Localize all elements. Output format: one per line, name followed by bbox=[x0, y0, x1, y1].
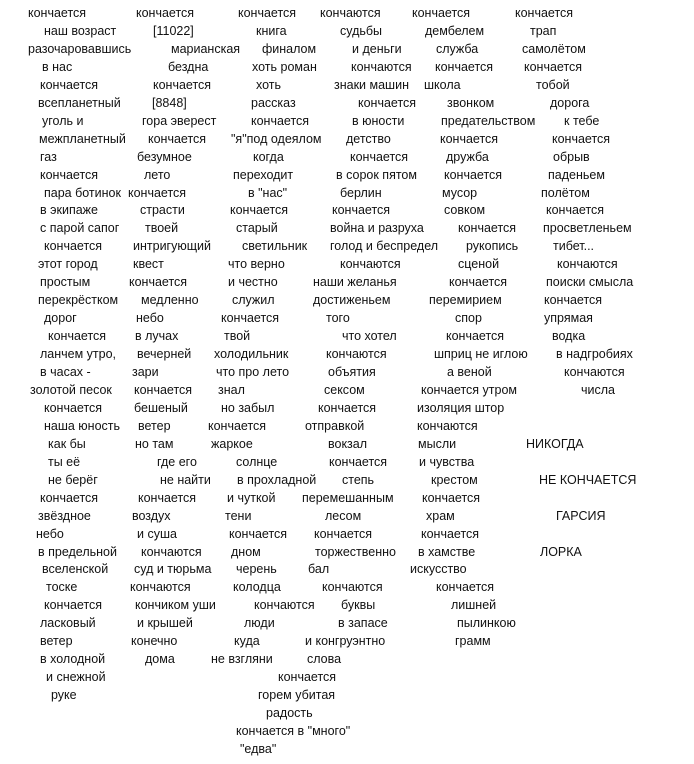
poem-word: кончается bbox=[238, 6, 297, 20]
poem-word: к тебе bbox=[564, 113, 600, 128]
poem-line bbox=[0, 686, 694, 704]
poem-word: знал bbox=[218, 382, 245, 397]
poem-word: кончается bbox=[350, 149, 409, 164]
poem-word: золотой песок bbox=[30, 382, 112, 397]
poem-line bbox=[0, 471, 694, 489]
poem-word: не берёг bbox=[48, 472, 98, 487]
poem-word: в нас bbox=[42, 59, 73, 74]
poem-word: в предельной bbox=[38, 544, 117, 559]
poem-word: дембелем bbox=[425, 23, 485, 38]
poem-word: кончаются bbox=[340, 257, 401, 272]
poem-word: школа bbox=[424, 77, 461, 92]
poem-word: НЕ КОНЧАЕТСЯ bbox=[539, 472, 637, 487]
poem-line bbox=[0, 112, 694, 130]
poem-word: медленно bbox=[141, 293, 199, 308]
poem-line bbox=[0, 596, 694, 614]
poem-word: служил bbox=[232, 293, 275, 308]
poem-word: совком bbox=[444, 203, 486, 218]
poem-word: кончается bbox=[515, 6, 574, 20]
poem-word: кончается bbox=[40, 490, 99, 505]
poem-word: колодца bbox=[233, 580, 281, 595]
poem-word: числа bbox=[581, 382, 615, 397]
poem-word: куда bbox=[234, 634, 260, 649]
poem-word: но забыл bbox=[221, 400, 275, 415]
poem-word: судьбы bbox=[340, 23, 383, 38]
poem-word: сценой bbox=[458, 257, 500, 272]
poem-line bbox=[0, 740, 694, 758]
poem-word: упрямая bbox=[544, 311, 593, 326]
poem-word: уголь и bbox=[42, 113, 84, 128]
poem-word: крестом bbox=[431, 472, 478, 487]
poem-word: кончается в "много" bbox=[236, 724, 351, 738]
poem-word: и честно bbox=[228, 275, 278, 290]
poem-word: мусор bbox=[442, 185, 478, 200]
poem-line bbox=[0, 237, 694, 255]
poem-word: кончается bbox=[358, 95, 417, 110]
poem-word: холодильник bbox=[214, 347, 289, 362]
poem-word: кончается bbox=[44, 400, 103, 415]
poem-word: знаки машин bbox=[334, 77, 409, 92]
poem-word: дорога bbox=[550, 95, 590, 110]
poem-word: "едва" bbox=[240, 741, 277, 756]
poem-word: кончается bbox=[421, 526, 480, 541]
poem-word: война и разруха bbox=[330, 221, 424, 236]
poem-word: всепланетный bbox=[38, 95, 121, 110]
poem-word: в надгробиях bbox=[556, 347, 633, 362]
poem-line bbox=[0, 184, 694, 202]
poem-line bbox=[0, 632, 694, 650]
poem-word: грамм bbox=[455, 634, 491, 649]
poem-word: в сорок пятом bbox=[336, 167, 417, 182]
poem-line bbox=[0, 543, 694, 561]
poem-word: кончаются bbox=[417, 418, 478, 433]
poem-word: кончается bbox=[28, 6, 87, 20]
poem-word: кончается bbox=[148, 131, 207, 146]
poem-word: ГАРСИЯ bbox=[556, 508, 606, 523]
poem-line bbox=[0, 560, 694, 578]
poem-word: кончаются bbox=[322, 580, 383, 595]
poem-word: шприц не иглою bbox=[434, 347, 528, 362]
poem-word: этот город bbox=[38, 257, 98, 272]
poem-word: в лучах bbox=[135, 329, 179, 344]
poem-word: кончается bbox=[436, 580, 495, 595]
poem-word: [11022] bbox=[153, 23, 194, 38]
poem-word: [8848] bbox=[152, 95, 187, 110]
poem-word: звонком bbox=[447, 95, 495, 110]
poem-line bbox=[0, 614, 694, 632]
poem-line bbox=[0, 309, 694, 327]
poem-word: но там bbox=[135, 436, 174, 451]
poem-word: дома bbox=[145, 652, 175, 667]
poem-word: лишней bbox=[451, 598, 497, 613]
poem-word: книга bbox=[256, 23, 287, 38]
poem-word: старый bbox=[236, 221, 278, 236]
poem-word: полётом bbox=[541, 185, 590, 200]
poem-word: перемешанным bbox=[302, 490, 394, 505]
poem-word: суд и тюрьма bbox=[134, 562, 212, 577]
poem-word: обрыв bbox=[553, 149, 590, 164]
poem-word: руке bbox=[51, 688, 77, 703]
poem-word: твой bbox=[224, 329, 251, 344]
poem-word: простым bbox=[40, 275, 91, 290]
poem-word: кончается bbox=[40, 77, 99, 92]
poem-word: поиски смысла bbox=[546, 275, 634, 290]
poem-line bbox=[0, 291, 694, 309]
poem-word: кончается bbox=[412, 6, 471, 20]
poem-word: кончается bbox=[221, 311, 280, 326]
poem-word: тоске bbox=[46, 580, 78, 595]
poem-word: в часах - bbox=[40, 365, 91, 379]
poem-word: как бы bbox=[48, 436, 86, 451]
poem-word: кончаются bbox=[557, 257, 618, 272]
poem-word: в прохладной bbox=[237, 472, 317, 487]
poem-word: бездна bbox=[168, 59, 209, 74]
poem-word: хоть роман bbox=[252, 59, 317, 74]
poem-line bbox=[0, 345, 694, 363]
poem-line bbox=[0, 166, 694, 184]
poem-word: люди bbox=[244, 616, 275, 631]
poem-word: служба bbox=[436, 41, 479, 56]
poem-word: разочаровавшись bbox=[28, 41, 132, 56]
poem-word: горем убитая bbox=[258, 688, 336, 703]
poem-word: безумное bbox=[137, 149, 192, 164]
poem-word: кончаются bbox=[351, 59, 412, 74]
poem-word: небо bbox=[136, 311, 164, 326]
poem-word: квест bbox=[133, 257, 164, 272]
poem-word: кончается bbox=[44, 598, 103, 613]
poem-word: кончается bbox=[552, 131, 611, 146]
poem-word: детство bbox=[346, 131, 391, 146]
poem-word: финалом bbox=[262, 41, 317, 56]
poem-word: воздух bbox=[132, 508, 171, 523]
poem-word: звёздное bbox=[38, 508, 91, 523]
poem-word: наша юность bbox=[44, 418, 121, 433]
poem-word: ЛОРКА bbox=[540, 544, 582, 559]
poem-word: кончается bbox=[332, 203, 391, 218]
poem-word: наши желанья bbox=[313, 275, 397, 290]
poem-word: торжественно bbox=[315, 544, 396, 559]
poem-word: не найти bbox=[160, 472, 211, 487]
poem-word: слова bbox=[307, 652, 342, 667]
poem-word: и крышей bbox=[137, 616, 193, 631]
poem-word: отправкой bbox=[305, 418, 365, 433]
poem-word: вечерней bbox=[137, 347, 192, 362]
poem-word: берлин bbox=[340, 185, 382, 200]
poem-word: объятия bbox=[328, 365, 376, 379]
poem-word: лето bbox=[144, 167, 171, 182]
poem-word: дорог bbox=[44, 311, 77, 326]
poem-word: кончается bbox=[128, 185, 187, 200]
poem-word: трап bbox=[530, 23, 557, 38]
poem-line bbox=[0, 525, 694, 543]
poem-word: и конгруэнтно bbox=[305, 634, 386, 649]
poem-line bbox=[0, 76, 694, 94]
poem-word: переходит bbox=[233, 167, 294, 182]
poem-word: спор bbox=[455, 311, 482, 326]
poem-word: конечно bbox=[131, 634, 178, 649]
poem-word: вселенской bbox=[42, 562, 109, 577]
poem-word: марианская bbox=[171, 41, 241, 56]
poem-word: хоть bbox=[256, 77, 282, 92]
poem-word: дном bbox=[231, 544, 261, 559]
poem-word: "я"под одеялом bbox=[231, 131, 322, 146]
poem-word: голод и беспредел bbox=[330, 239, 439, 254]
poem-word: и суша bbox=[137, 526, 177, 541]
poem-line bbox=[0, 148, 694, 166]
poem-word: тибет... bbox=[553, 239, 595, 254]
poem-word: межпланетный bbox=[39, 131, 126, 146]
poem-line bbox=[0, 327, 694, 345]
poem-word: бал bbox=[308, 562, 330, 577]
poem-word: самолётом bbox=[522, 41, 586, 56]
poem-word: перекрёстком bbox=[38, 293, 119, 308]
poem-word: пара ботинок bbox=[44, 185, 121, 200]
poem-line bbox=[0, 399, 694, 417]
poem-line bbox=[0, 130, 694, 148]
poem-line bbox=[0, 417, 694, 435]
poem-word: кончаются bbox=[141, 544, 202, 559]
poem-word: кончается bbox=[444, 167, 503, 182]
poem-word: в экипаже bbox=[40, 203, 98, 218]
poem-word: ветер bbox=[138, 418, 171, 433]
poem-line bbox=[0, 273, 694, 291]
poem-word: кончается bbox=[318, 400, 377, 415]
poem-line bbox=[0, 650, 694, 668]
poem-word: кончается bbox=[544, 293, 603, 308]
poem-line bbox=[0, 219, 694, 237]
poem-word: кончается bbox=[314, 526, 373, 541]
poem-line bbox=[0, 578, 694, 596]
poem-word: кончаются bbox=[320, 6, 381, 20]
poem-word: кончается bbox=[546, 203, 605, 218]
poem-word: наш возраст bbox=[44, 23, 117, 38]
poem-word: кончаются bbox=[564, 365, 625, 379]
poem-line bbox=[0, 94, 694, 112]
poem-word: пылинкою bbox=[457, 616, 516, 631]
poem-word: в запасе bbox=[338, 616, 388, 631]
poem-word: ласковый bbox=[40, 616, 96, 631]
poem-word: кончается bbox=[422, 490, 481, 505]
poem-word: где его bbox=[157, 454, 197, 469]
poem-line bbox=[0, 489, 694, 507]
poem-word: кончается bbox=[136, 6, 195, 20]
poem-word: светильник bbox=[242, 239, 308, 254]
poem-word: кончаются bbox=[130, 580, 191, 595]
poem-word: предательством bbox=[441, 113, 536, 128]
poem-word: просветленьем bbox=[543, 221, 632, 236]
poem-word: изоляция штор bbox=[417, 400, 505, 415]
poem-line bbox=[0, 255, 694, 273]
poem-word: кончается bbox=[458, 221, 517, 236]
poem-line bbox=[0, 704, 694, 722]
poem-word: радость bbox=[266, 706, 313, 721]
poem-word: кончается bbox=[329, 454, 388, 469]
poem-word: буквы bbox=[341, 598, 376, 613]
poem-word: кончается утром bbox=[421, 382, 518, 397]
poem-word: НИКОГДА bbox=[526, 436, 584, 451]
poem-word: кончается bbox=[449, 275, 508, 290]
poem-word: кончается bbox=[44, 239, 103, 254]
poem-word: в юности bbox=[352, 113, 405, 128]
poem-word: что про лето bbox=[216, 365, 290, 379]
poem-word: храм bbox=[426, 508, 455, 523]
poem-word: сексом bbox=[324, 382, 365, 397]
poem-word: жаркое bbox=[211, 436, 253, 451]
poem-word: зари bbox=[132, 365, 159, 379]
poem-word: твоей bbox=[145, 221, 179, 236]
poem-word: перемирием bbox=[429, 293, 502, 308]
poem-word: кончается bbox=[440, 131, 499, 146]
poem-word: кончается bbox=[435, 59, 494, 74]
poem-word: кончается bbox=[129, 275, 188, 290]
poem-word: в холодной bbox=[40, 652, 106, 667]
poem-word: газ bbox=[40, 149, 57, 164]
poem-word: и чувства bbox=[419, 454, 475, 469]
poem-word: водка bbox=[552, 329, 586, 344]
poem-word: кончается bbox=[134, 382, 193, 397]
poem-word: кончается bbox=[524, 59, 583, 74]
poem-line bbox=[0, 453, 694, 471]
poem-word: не взгляни bbox=[211, 652, 273, 667]
poem-word: паденьем bbox=[548, 167, 605, 182]
poem-word: в "нас" bbox=[248, 185, 288, 200]
poem-word: страсти bbox=[140, 203, 185, 218]
poem-word: и деньги bbox=[352, 41, 402, 56]
poem-word: ветер bbox=[40, 634, 73, 649]
poem-word: что верно bbox=[228, 257, 285, 272]
poem-word: мысли bbox=[418, 436, 457, 451]
poem-word: когда bbox=[253, 149, 284, 164]
poem-word: что хотел bbox=[342, 329, 397, 344]
poem-word: рукопись bbox=[466, 239, 519, 254]
poem-word: кончаются bbox=[254, 598, 315, 613]
poem-word: искусство bbox=[410, 562, 467, 577]
poem-word: степь bbox=[342, 472, 375, 487]
poem-line bbox=[0, 722, 694, 740]
poem-word: кончается bbox=[153, 77, 212, 92]
poem-word: кончается bbox=[229, 526, 288, 541]
poem-word: и снежной bbox=[46, 670, 106, 685]
poem-word: рассказ bbox=[251, 95, 296, 110]
poem-word: кончается bbox=[230, 203, 289, 218]
poem-word: кончается bbox=[48, 329, 107, 344]
poem-word: кончается bbox=[446, 329, 505, 344]
poem-word: достиженьем bbox=[313, 293, 391, 308]
poem-word: небо bbox=[36, 526, 64, 541]
poem-word: ты её bbox=[48, 454, 81, 469]
poem-word: гора эверест bbox=[142, 113, 217, 128]
poem-line bbox=[0, 435, 694, 453]
poem-line bbox=[0, 201, 694, 219]
poem-word: кончаются bbox=[326, 347, 387, 362]
poem-word: лесом bbox=[325, 508, 362, 523]
poem-line bbox=[0, 4, 694, 22]
poem-word: ланчем утро, bbox=[40, 347, 117, 362]
poem-line bbox=[0, 58, 694, 76]
poem-word: а веной bbox=[447, 365, 492, 379]
poem-word: солнце bbox=[236, 454, 278, 469]
poem-word: в хамстве bbox=[418, 544, 476, 559]
poem-line bbox=[0, 363, 694, 381]
poem-word: кончается bbox=[208, 418, 267, 433]
poem-line bbox=[0, 507, 694, 525]
poem-word: черень bbox=[236, 562, 277, 577]
poem-word: с парой сапог bbox=[40, 221, 120, 236]
poem-line bbox=[0, 40, 694, 58]
poem-line bbox=[0, 22, 694, 40]
poem-word: кончается bbox=[40, 167, 99, 182]
poem-word: дружба bbox=[446, 149, 489, 164]
poem-word: интригующий bbox=[133, 239, 211, 254]
poem-word: того bbox=[326, 311, 350, 326]
poem-word: кончиком уши bbox=[135, 598, 216, 613]
poem-word: кончается bbox=[138, 490, 197, 505]
poem-word: тобой bbox=[536, 77, 570, 92]
poem-word: кончается bbox=[278, 670, 337, 685]
poem-word: вокзал bbox=[328, 436, 368, 451]
poem-word: бешеный bbox=[134, 400, 188, 415]
poem-word: кончается bbox=[251, 113, 310, 128]
poem-line bbox=[0, 381, 694, 399]
poem-word: и чуткой bbox=[227, 490, 276, 505]
poem-word: тени bbox=[225, 508, 252, 523]
poem-line bbox=[0, 668, 694, 686]
